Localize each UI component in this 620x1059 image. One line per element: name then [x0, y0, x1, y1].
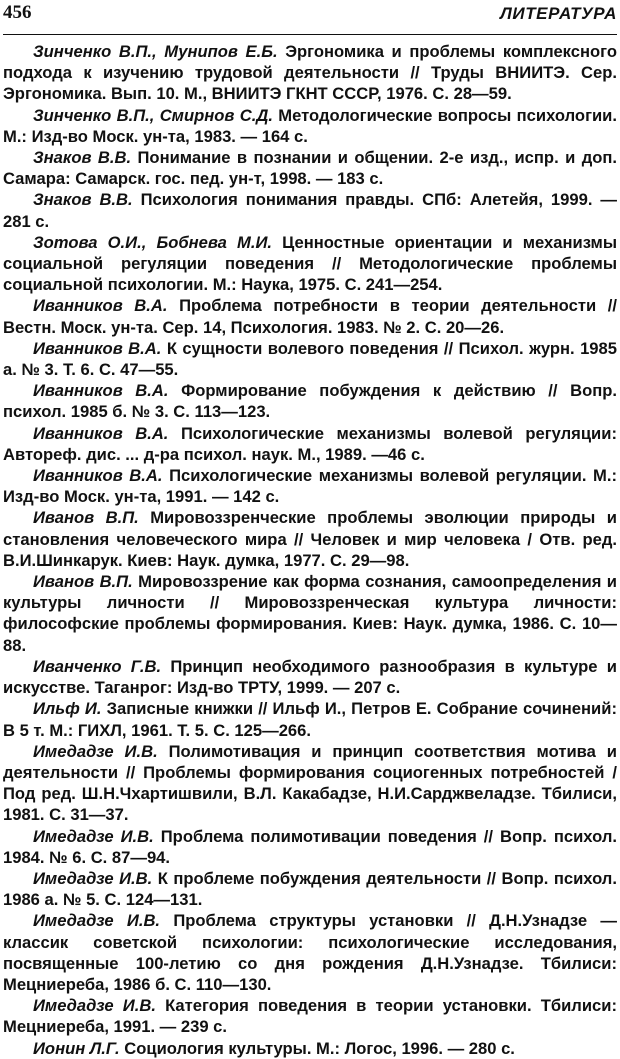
bibliography-entry	[3, 698, 617, 740]
entry-text: Проблема полимотивации поведения // Вопр. психол. 1984. № 6. С. 87—94.	[3, 826, 617, 867]
entry-text: Полимотивация и принцип соответствия мотива и деятельности // Проблемы формирования социогенных потребностей / Под ред. Ш.Н.Чхартишвили, В.Л. Какабадзе, Н.И.Сарджвеладзе. Тбилиси, 1981. С. 31—37.	[3, 741, 617, 825]
entry-author: Иванников В.А.	[33, 423, 169, 443]
bibliography-entry	[3, 232, 617, 296]
entry-text: Психологические механизмы волевой регуляции. М.: Изд-во Моск. ун-та, 1991. — 142 с.	[3, 466, 617, 507]
entry-author: Иванников В.А.	[33, 466, 163, 486]
entry-text: Мировоззренческие проблемы эволюции природы и становления человеческого мира // Человек и мир человека / Отв. ред. В.И.Шинкарук. Киев: Наук. думка, 1977. С. 29—98.	[3, 508, 617, 570]
bibliography-entry	[3, 295, 617, 337]
entry-author: Имедадзе И.В.	[33, 826, 154, 846]
entry-author: Зотова О.И., Бобнева М.И.	[33, 232, 273, 252]
entry-text: Формирование побуждения к действию // Вопр. психол. 1985 б. № 3. С. 113—123.	[3, 381, 617, 422]
entry-author: Зинченко В.П., Смирнов С.Д.	[33, 105, 273, 125]
entry-text: Категория поведения в теории установки. Тбилиси: Мецниереба, 1991. — 239 с.	[3, 996, 617, 1037]
entry-text: Психология понимания правды. СПб: Алетейя, 1999. — 281 с.	[3, 190, 617, 231]
entry-author: Иванников В.А.	[33, 381, 169, 401]
bibliography-entry	[3, 868, 617, 910]
entry-author: Иванников В.А.	[33, 296, 168, 316]
bibliography-entry	[3, 105, 617, 147]
running-title: ЛИТЕРАТУРА	[500, 4, 617, 23]
entry-author: Ильф И.	[33, 699, 102, 719]
entry-text: Методологические вопросы психологии. М.: Изд-во Моск. ун-та, 1983. — 164 с.	[3, 105, 617, 146]
entry-author: Иванов В.П.	[33, 572, 133, 592]
bibliography-entry	[3, 189, 617, 231]
bibliography-entry	[3, 910, 617, 995]
bibliography-entry	[3, 41, 617, 105]
entry-text: Мировоззрение как форма сознания, самоопределения и культуры личности // Мировоззренческая культура личности: философские проблемы формирования. Киев: Наук. думка, 1986. С. 10—88.	[3, 572, 617, 655]
entry-text: Проблема структуры установки // Д.Н.Узнадзе — классик советской психологии: психологические исследования, посвященные 100-летию со дня рождения Д.Н.Узнадзе. Тбилиси: Мецниереба, 1986 б. С. 110—130.	[3, 911, 617, 994]
bibliography-entry	[3, 826, 617, 868]
entry-text: Психологические механизмы волевой регуляции: Автореф. дис. ... д-ра психол. наук. М., 1989. —46 с.	[3, 423, 617, 464]
entry-author: Иванов В.П.	[33, 508, 139, 528]
entry-text: Проблема потребности в теории деятельности // Вестн. Моск. ун-та. Сер. 14, Психология. 1983. № 2. С. 20—26.	[3, 296, 617, 337]
entry-text: Ценностные ориентации и механизмы социальной регуляции поведения // Методологические проблемы социальной психологии. М.: Наука, 1975. С. 241—254.	[3, 232, 617, 295]
page-header	[3, 0, 617, 35]
bibliography-entry	[3, 380, 617, 422]
bibliography-entry	[3, 656, 617, 698]
bibliography-entry	[3, 741, 617, 826]
entry-text: Эргономика и проблемы комплексного подхода к изучению трудовой деятельности // Труды ВНИИТЭ. Сер. Эргономика. Вып. 10. М., ВНИИТЭ ГКНТ СССР, 1976. С. 28—59.	[3, 42, 617, 104]
entry-author: Иванников В.А.	[33, 338, 162, 358]
page-number: 456	[3, 2, 32, 23]
bibliography-entry	[3, 465, 617, 507]
entry-author: Ионин Л.Г.	[33, 1038, 120, 1058]
bibliography-entry	[3, 147, 617, 189]
entry-author: Имедадзе И.В.	[33, 911, 161, 931]
bibliography-entry	[3, 423, 617, 465]
bibliography-list	[3, 35, 617, 1059]
entry-text: Записные книжки // Ильф И., Петров Е. Собрание сочинений: В 5 т. М.: ГИХЛ, 1961. Т. 5. С. 125—266.	[3, 699, 617, 740]
bibliography-entry	[3, 995, 617, 1037]
entry-text: Принцип необходимого разнообразия в культуре и искусстве. Таганрог: Изд-во ТРТУ, 1999. — 207 с.	[3, 656, 617, 698]
bibliography-entry	[3, 571, 617, 656]
entry-text: Социология культуры. М.: Логос, 1996. — 280 с.	[124, 1038, 515, 1058]
entry-author: Зинченко В.П., Мунипов Е.Б.	[33, 42, 278, 61]
entry-author: Знаков В.В.	[33, 148, 132, 168]
entry-author: Имедадзе И.В.	[33, 868, 153, 888]
entry-author: Иванченко Г.В.	[33, 656, 162, 676]
entry-text: К проблеме побуждения деятельности // Вопр. психол. 1986 а. № 5. С. 124—131.	[3, 868, 617, 910]
entry-author: Имедадзе И.В.	[33, 741, 158, 761]
bibliography-entry	[3, 1038, 617, 1059]
entry-text: К сущности волевого поведения // Психол. журн. 1985 а. № 3. Т. 6. С. 47—55.	[3, 338, 617, 380]
entry-author: Имедадзе И.В.	[33, 996, 156, 1016]
bibliography-entry	[3, 507, 617, 571]
bibliography-entry	[3, 338, 617, 380]
entry-author: Знаков В.В.	[33, 190, 133, 210]
entry-text: Понимание в познании и общении. 2-е изд., испр. и доп. Самара: Самарск. гос. пед. ун-т, 1998. — 183 с.	[3, 148, 617, 189]
